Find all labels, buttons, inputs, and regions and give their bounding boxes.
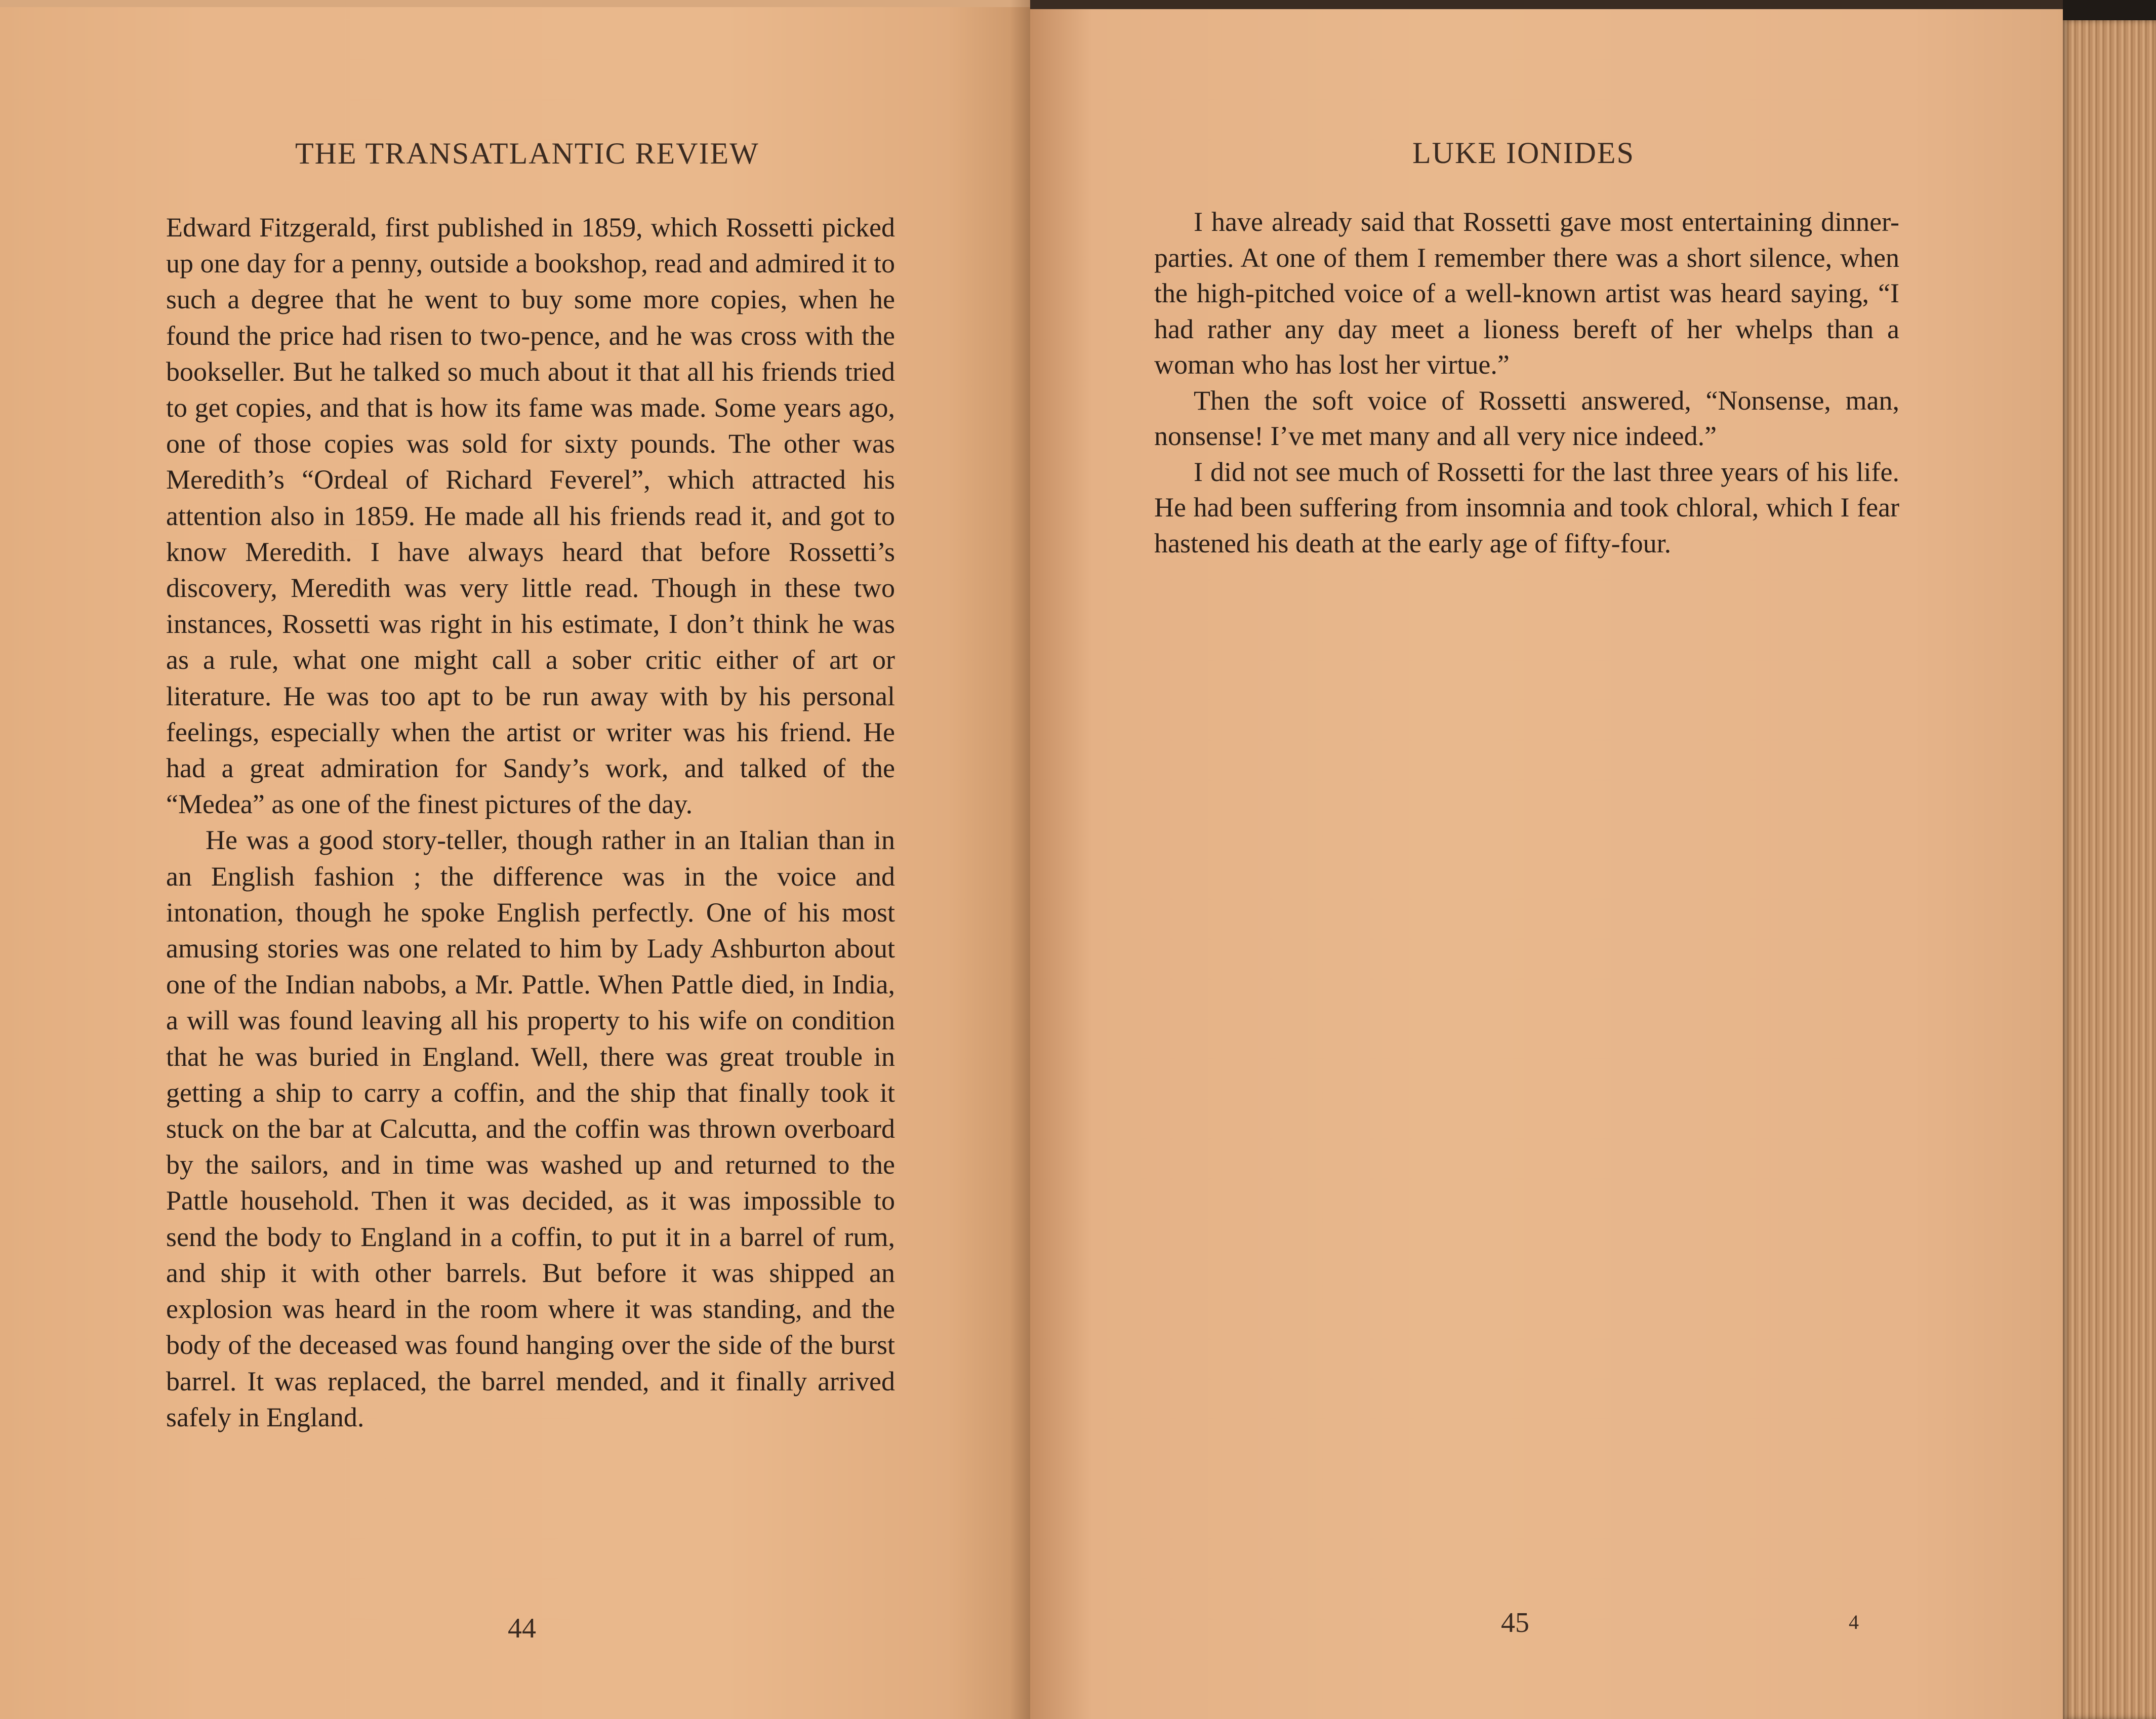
right-paragraph-3: I did not see much of Rossetti for the last three years of his life. He had been suffering from insomnia and took chloral, which I fear hastened his death at the early age of fifty-four. [1154, 456, 1899, 558]
left-page [0, 0, 1030, 1719]
right-paragraph-2: Then the soft voice of Rossetti answered, “Nonsense, man, nonsense! I’ve met many and all very nice indeed.” [1154, 385, 1899, 451]
running-head-right: LUKE IONIDES [1412, 136, 1635, 170]
right-page-body [1154, 204, 1899, 561]
right-page [1030, 0, 2063, 1719]
page-number-left: 44 [508, 1613, 536, 1644]
running-head-left: THE TRANSATLANTIC REVIEW [295, 137, 759, 170]
signature-mark: 4 [1849, 1611, 1859, 1633]
left-paragraph-1: Edward Fitzgerald, first published in 1859, which Rossetti picked up one day for a penny, outside a bookshop, read and admired it to such a degree that he went to buy some more copies, when he found the price had risen to two-pence, and he was cross with the bookseller. But he talked so much about it that all his friends tried to get copies, and that is how its fame was made. Some years ago, one of those copies was sold for sixty pounds. The other was Meredith’s “Ordeal of Richard Feverel”, which attracted his attention also in 1859. He made all his friends read it, and got to know Meredith. I have always heard that before Rossetti’s discovery, Meredith was very little read. Though in these two instances, Rossetti was right in his estimate, I don’t think he was as a rule, what one might call a sober critic either of art or literature. He was too apt to be run away with by his personal feelings, especially when the artist or writer was his friend. He had a great admiration for Sandy’s work, and talked of the “Medea” as one of the finest pictures of the day. [166, 212, 895, 820]
right-paragraph-1: I have already said that Rossetti gave most entertaining dinner-parties. At one of them I remember there was a short silence, when the high-pitched voice of a well-known artist was heard saying, “I had rather any day meet a lioness bereft of her whelps than a woman who has lost her virtue.” [1154, 207, 1899, 380]
left-page-body [166, 210, 895, 1435]
page-edges [2063, 20, 2156, 1719]
left-paragraph-2: He was a good story-teller, though rather in an Italian than in an English fashion ; the difference was in the voice and intonation, though he spoke English perfectly. One of his most amusing stories was one related to him by Lady Ashburton about one of the Indian nabobs, a Mr. Pattle. When Pattle died, in India, a will was found leaving all his property to his wife on condition that he was buried in England. Well, there was great trouble in getting a ship to carry a coffin, and the ship that finally took it stuck on the bar at Calcutta, and the coffin was thrown overboard by the sailors, and in time was washed up and returned to the Pattle household. Then it was decided, as it was impossible to send the body to England in a coffin, to put it in a barrel of rum, and ship it with other barrels. But before it was shipped an explosion was heard in the room where it was standing, and the body of the deceased was found hanging over the side of the burst barrel. It was replaced, the barrel mended, and it finally arrived safely in England. [166, 825, 895, 1432]
page-number-right: 45 [1501, 1607, 1529, 1638]
